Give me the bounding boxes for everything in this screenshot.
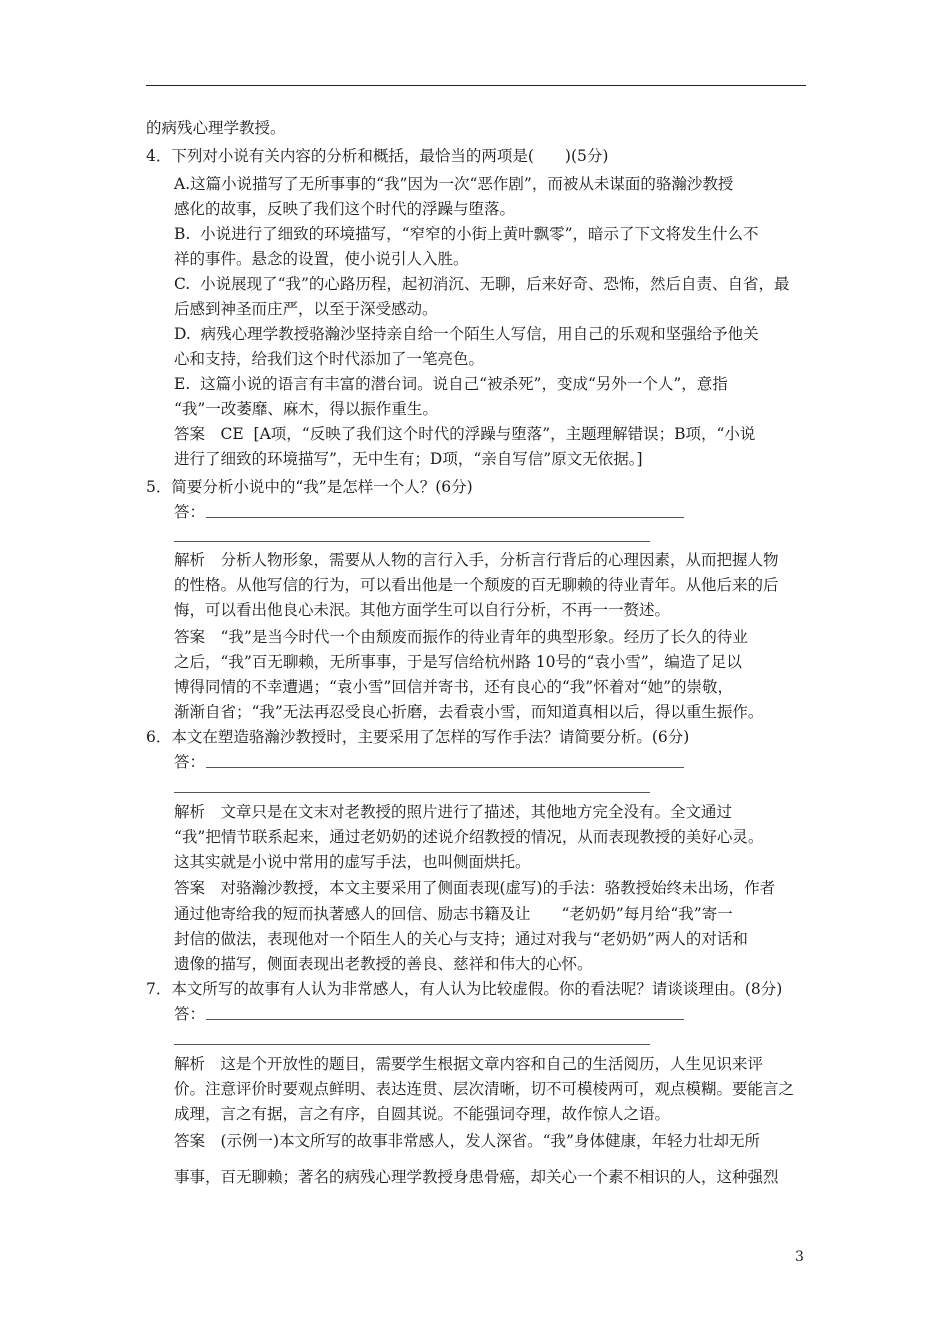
answer-label-6: 答： bbox=[174, 753, 206, 771]
answer-6: 通过他寄给我的短而执著感人的回信、励志书籍及让 “老奶奶”每月给“我”寄一 bbox=[174, 905, 733, 923]
answer-blank-6b[interactable] bbox=[174, 792, 650, 793]
answer-blank-6[interactable] bbox=[206, 767, 684, 768]
analysis-6: 这其实就是小说中常用的虚写手法，也叫侧面烘托。 bbox=[174, 853, 531, 871]
answer-4: 答案 CE [A项，“反映了我们这个时代的浮躁与堕落”，主题理解错误；B项，“小说 bbox=[174, 425, 756, 443]
analysis-5: 的性格。从他写信的行为，可以看出他是一个颓废的百无聊赖的待业青年。从他后来的后 bbox=[174, 576, 779, 594]
option-c: C. 小说展现了“我”的心路历程，起初消沉、无聊，后来好奇、恐怖，然后自责、自省，最 bbox=[174, 275, 790, 293]
option-d: D. 病残心理学教授骆瀚沙坚持亲自给一个陌生人写信，用自己的乐观和坚强给予他关 bbox=[174, 325, 759, 343]
option-a: A.这篇小说描写了无所事事的“我”因为一次“恶作剧”，而被从未谋面的骆瀚沙教授 bbox=[174, 175, 734, 193]
analysis-5: 悔，可以看出他良心未泯。其他方面学生可以自行分析，不再一一赘述。 bbox=[174, 601, 671, 619]
option-e: “我”一改萎靡、麻木，得以振作重生。 bbox=[174, 400, 438, 418]
header-rule bbox=[146, 85, 806, 86]
analysis-6: 解析 文章只是在文末对老教授的照片进行了描述，其他地方完全没有。全文通过 bbox=[174, 803, 733, 821]
answer-label-7: 答： bbox=[174, 1005, 206, 1023]
answer-6: 答案 对骆瀚沙教授，本文主要采用了侧面表现(虚写)的手法：骆教授始终未出场，作者 bbox=[174, 879, 776, 897]
option-d: 心和支持，给我们这个时代添加了一笔亮色。 bbox=[174, 350, 485, 368]
answer-5: 渐渐自省；“我”无法再忍受良心折磨，去看袁小雪，而知道真相以后，得以重生振作。 bbox=[174, 703, 764, 721]
option-a: 感化的故事，反映了我们这个时代的浮躁与堕落。 bbox=[174, 200, 516, 218]
text-line: 的病残心理学教授。 bbox=[146, 119, 286, 137]
analysis-5: 解析 分析人物形象，需要从人物的言行入手，分析言行背后的心理因素，从而把握人物 bbox=[174, 551, 779, 569]
answer-6: 遗像的描写，侧面表现出老教授的善良、慈祥和伟大的心怀。 bbox=[174, 955, 593, 973]
analysis-7: 成理，言之有据，言之有序，自圆其说。不能强词夺理，故作惊人之语。 bbox=[174, 1105, 671, 1123]
question-5: 5．简要分析小说中的“我”是怎样一个人？(6分) bbox=[146, 478, 473, 496]
answer-5: 答案 “我”是当今时代一个由颓废而振作的待业青年的典型形象。经历了长久的待业 bbox=[174, 628, 748, 646]
option-e: E. 这篇小说的语言有丰富的潜台词。说自己“被杀死”，变成“另外一个人”，意指 bbox=[174, 375, 728, 393]
analysis-6: “我”把情节联系起来，通过老奶奶的述说介绍教授的情况，从而表现教授的美好心灵。 bbox=[174, 828, 764, 846]
answer-blank-7b[interactable] bbox=[174, 1044, 650, 1045]
answer-5: 博得同情的不幸遭遇；“袁小雪”回信并寄书，还有良心的“我”怀着对“她”的崇敬， bbox=[174, 678, 734, 696]
answer-blank-5b[interactable] bbox=[174, 541, 650, 542]
answer-label-5: 答： bbox=[174, 503, 206, 521]
question-6: 6．本文在塑造骆瀚沙教授时，主要采用了怎样的写作手法？请简要分析。(6分) bbox=[146, 728, 690, 746]
analysis-7: 价。注意评价时要观点鲜明、表达连贯、层次清晰，切不可模棱两可，观点模糊。要能言之 bbox=[174, 1080, 795, 1098]
answer-blank-5[interactable] bbox=[206, 517, 684, 518]
option-b: B. 小说进行了细致的环境描写，“窄窄的小街上黄叶飘零”，暗示了下文将发生什么不 bbox=[174, 225, 759, 243]
page-number: 3 bbox=[795, 1249, 804, 1265]
answer-7: 答案 (示例一)本文所写的故事非常感人，发人深省。“我”身体健康，年轻力壮却无所 bbox=[174, 1132, 760, 1150]
option-b: 祥的事件。悬念的设置，使小说引人入胜。 bbox=[174, 250, 469, 268]
answer-blank-7[interactable] bbox=[206, 1019, 684, 1020]
answer-6: 封信的做法，表现他对一个陌生人的关心与支持；通过对我与“老奶奶”两人的对话和 bbox=[174, 930, 748, 948]
answer-4: 进行了细致的环境描写”，无中生有；D项，“亲自写信”原文无依据。] bbox=[174, 450, 643, 468]
option-c: 后感到神圣而庄严，以至于深受感动。 bbox=[174, 300, 438, 318]
analysis-7: 解析 这是个开放性的题目，需要学生根据文章内容和自己的生活阅历，人生见识来评 bbox=[174, 1055, 764, 1073]
question-7: 7．本文所写的故事有人认为非常感人，有人认为比较虚假。你的看法呢？请谈谈理由。(8分) bbox=[146, 980, 783, 998]
answer-7: 事事，百无聊赖；著名的病残心理学教授身患骨癌，却关心一个素不相识的人，这种强烈 bbox=[174, 1168, 779, 1186]
answer-5: 之后，“我”百无聊赖，无所事事，于是写信给杭州路 10号的“袁小雪”，编造了足以 bbox=[174, 653, 742, 671]
question-4: 4．下列对小说有关内容的分析和概括，最恰当的两项是( )(5分) bbox=[146, 147, 609, 165]
